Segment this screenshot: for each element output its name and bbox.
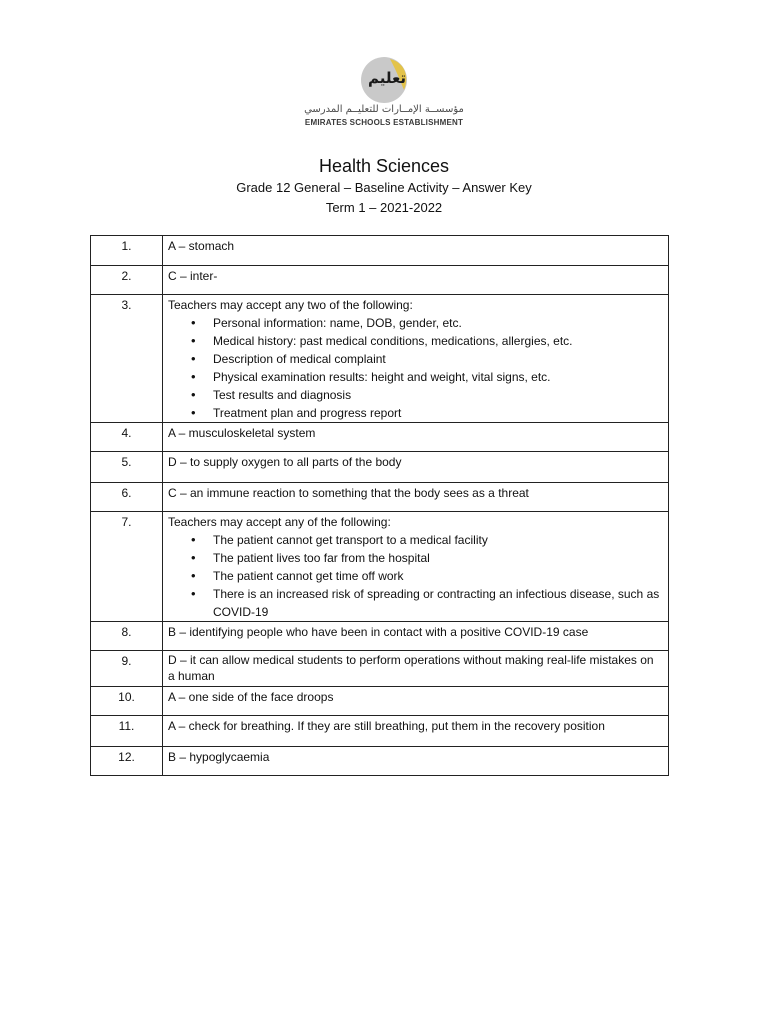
answer-number: 9.: [91, 651, 163, 687]
answer-text: [163, 622, 669, 651]
answer-bullet-list: [168, 531, 663, 621]
answer-row: [91, 236, 669, 266]
answer-number: 11.: [91, 716, 163, 747]
answer-row: [91, 295, 669, 423]
answer-number: 3.: [91, 295, 163, 423]
answer-text: [163, 452, 669, 483]
answer-text-main: C – inter-: [168, 269, 218, 283]
answer-text: [163, 483, 669, 512]
page-subtitle: Grade 12 General – Baseline Activity – Answer Key: [236, 180, 532, 195]
answer-row: [91, 747, 669, 776]
answer-row: [91, 687, 669, 716]
ese-logo-mark: [360, 50, 414, 104]
answer-text-main: A – stomach: [168, 239, 235, 253]
logo-arabic-mark: تعليم: [367, 69, 407, 87]
answer-row: [91, 266, 669, 295]
answer-bullet: • Treatment plan and progress report: [213, 404, 663, 422]
term-label: Term 1 – 2021-2022: [325, 200, 443, 215]
answer-number: 12.: [91, 747, 163, 776]
answer-number: 1.: [91, 236, 163, 266]
answer-row: [91, 483, 669, 512]
answer-text: [163, 295, 669, 423]
answer-number: 4.: [91, 423, 163, 452]
answer-text-main: Teachers may accept any of the following:: [168, 515, 391, 529]
answer-text-main: B – identifying people who have been in contact with a positive COVID-19 case: [168, 625, 589, 639]
answer-bullet: • The patient cannot get time off work: [213, 567, 663, 585]
answer-row: [91, 423, 669, 452]
answer-text-main: D – to supply oxygen to all parts of the body: [168, 455, 402, 469]
logo-arabic-name: مؤسســة الإمــارات للتعليــم المدرسي: [304, 104, 464, 115]
answer-key-table: [90, 235, 669, 776]
page-title: Health Sciences: [318, 156, 450, 176]
answer-text: [163, 423, 669, 452]
answer-text: [163, 687, 669, 716]
answer-text-main: D – it can allow medical students to perform operations without making real-life mistakes on a human: [168, 653, 654, 683]
answer-text-main: A – check for breathing. If they are still breathing, put them in the recovery position: [168, 719, 605, 733]
ese-logo: [300, 46, 468, 134]
answer-text-main: Teachers may accept any two of the following:: [168, 298, 413, 312]
answer-bullet: • The patient cannot get transport to a medical facility: [213, 531, 663, 549]
answer-bullet-list: [168, 314, 663, 422]
answer-row: [91, 622, 669, 651]
answer-bullet: • Medical history: past medical conditions, medications, allergies, etc.: [213, 332, 663, 350]
answer-row: [91, 716, 669, 747]
answer-number: 6.: [91, 483, 163, 512]
answer-text: [163, 236, 669, 266]
answer-bullet: • Personal information: name, DOB, gender, etc.: [213, 314, 663, 332]
answer-bullet: • Test results and diagnosis: [213, 386, 663, 404]
answer-row: [91, 512, 669, 622]
answer-text: [163, 512, 669, 622]
logo-english-name: EMIRATES SCHOOLS ESTABLISHMENT: [304, 118, 464, 127]
answer-text: [163, 266, 669, 295]
answer-text-main: A – one side of the face droops: [168, 690, 334, 704]
answer-number: 8.: [91, 622, 163, 651]
answer-text-main: B – hypoglycaemia: [168, 750, 270, 764]
answer-bullet: • Description of medical complaint: [213, 350, 663, 368]
answer-text: [163, 716, 669, 747]
answer-bullet: • Physical examination results: height and weight, vital signs, etc.: [213, 368, 663, 386]
answer-number: 10.: [91, 687, 163, 716]
answer-text-main: A – musculoskeletal system: [168, 426, 316, 440]
answer-text: [163, 651, 669, 687]
answer-row: [91, 452, 669, 483]
answer-text-main: C – an immune reaction to something that the body sees as a threat: [168, 486, 529, 500]
answer-text: [163, 747, 669, 776]
answer-number: 5.: [91, 452, 163, 483]
answer-bullet: • The patient lives too far from the hospital: [213, 549, 663, 567]
answer-bullet: • There is an increased risk of spreading or contracting an infectious disease, such as COVID-19: [213, 585, 663, 621]
answer-number: 2.: [91, 266, 163, 295]
answer-row: [91, 651, 669, 687]
answer-number: 7.: [91, 512, 163, 622]
